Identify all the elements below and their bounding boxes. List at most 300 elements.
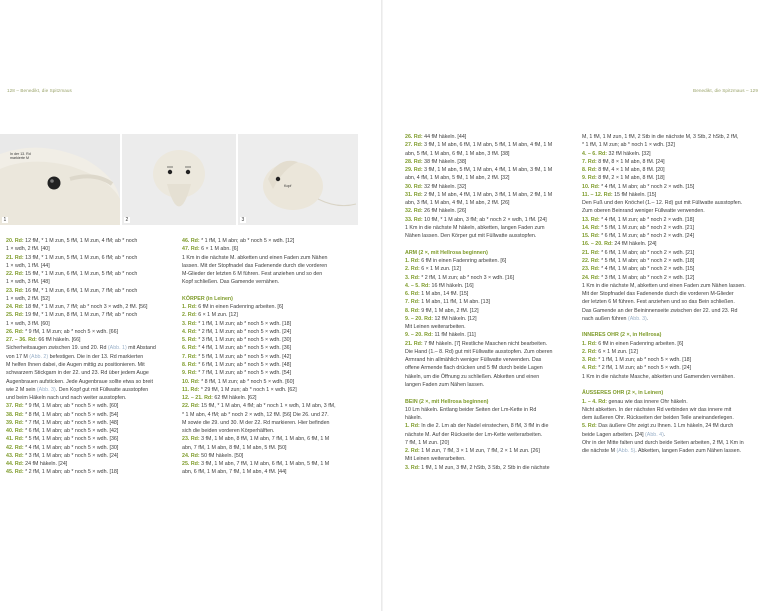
text-line [582,307,746,315]
line-text: * 9 fM, 1 M zun; ab * noch 5 × wdh. [66] [23,328,119,335]
text-line [182,344,336,352]
text-line [182,435,336,443]
text-line [6,411,156,419]
line-text: M helfen Ihnen dabei, die Augen mittig zu positionieren. Mit [6,361,145,368]
text-line [182,411,336,419]
round-label: 21. Rd: [6,254,24,261]
line-text: 1 × wdh, 1 fM. [44] [6,262,50,269]
text-line [582,133,746,141]
line-text: Das Gamende an der Beininnenseite zwischen der 22. und 23. Rd [582,307,738,314]
text-line [405,174,553,182]
round-label: 4. Rd: [582,365,597,372]
round-label: 24. Rd: [182,452,200,459]
line-text: . Den Kopf gut mit Füllwatte ausstopfen [55,386,149,393]
line-text: Armrand hin allmählich weniger Füllwatte verwenden. Das [405,357,542,364]
line-text: nächste M. Auf der Rückseite der Lm-Kette weiterarbeiten. [405,431,543,438]
text-line [182,254,336,262]
figure-reference: (Abb. 2) [29,353,49,360]
round-label: 22. Rd: [582,257,600,264]
round-label: 16. – 20. Rd: [582,241,613,248]
line-text: * 4 fM, 1 M zun; ab * noch 5 × wdh. [36] [196,345,292,352]
text-line [182,295,336,303]
section-note: (2 ×, mit Hellrosa beginnen) [417,249,488,256]
page-header-left: 128 – Benedikt, die Spitzmaus [7,88,72,93]
line-text: 15 fM häkeln. [15] [612,191,657,198]
line-text: 16 fM häkeln. [16] [430,282,474,289]
line-text: 12 fM häkeln. [12] [432,315,477,322]
round-label: 25. Rd: [6,312,24,319]
text-line [6,386,156,394]
text-line [405,422,553,430]
line-text: Ohr in der Mitte falten und durch beide Seiten arbeiten, 2 fM, 1 Km in [582,439,744,446]
line-text: offene Armende flach drücken und 5 fM durch beide Lagen [405,365,543,372]
page-header-right: Benedikt, die Spitzmaus – 129 [693,88,758,93]
line-text: * 6 fM, 1 M zun; ab * noch 5 × wdh. [48] [196,361,292,368]
line-text: * 5 fM, 1 M abn; ab * noch 5 × wdh. [36] [23,436,119,443]
round-label: 15. Rd: [582,233,600,240]
line-text: 24 fM häkeln. [24] [612,241,657,248]
text-line [582,323,746,331]
line-text: 1 Km in die nächste Masche, abketten und Gamenden vernähen. [582,373,735,380]
text-line [405,348,553,356]
round-label: 40. Rd: [6,428,24,435]
section-note: (2 ×, mit Hellrosa beginnen) [417,398,489,405]
text-line [6,278,156,286]
line-text: * 7 fM, 1 M zun; ab * noch 5 × wdh. [54] [196,370,292,377]
line-text: 26 fM häkeln. [26] [422,208,467,215]
round-label: 1. Rd: [405,257,420,264]
text-line [6,378,156,386]
line-text: M-Glieder der letzten 6 M führen. Fest anziehen und so den [182,271,323,278]
line-text: häkeln, um die Öffnung zu schließen. Abketten und einen [405,373,540,380]
crochet-head-closeup-image [0,134,120,225]
line-text: 2 fM, 1 M abn, 4 fM, 1 M abn, 3 fM, 1 M abn, 2 fM, 1 M [422,191,553,198]
line-text: 1 M abn, 14 fM. [15] [419,291,469,298]
line-text: * 4 fM, 1 M zun; ab * noch 2 × wdh. [18] [599,216,695,223]
text-line [582,439,746,447]
line-text: abn, 4 fM, 1 M abn, 5 fM, 1 M abn, 2 fM. [32] [405,175,510,182]
round-label: 10. Rd: [582,183,600,190]
section-note: (in Leinen) [204,295,233,302]
round-label: 21. Rd: [405,340,423,347]
line-text: 1 M zun, 7 fM, 3 × 1 M zun, 7 fM, 2 × 1 M zun. [26] [419,448,540,455]
round-label: 30. Rd: [405,183,423,190]
line-text: 7 fM, 1 M zun. [20] [405,439,449,446]
line-text: Den Fuß und den Knöchel (1.– 12. Rd) gut mit Füllwatte ausstopfen. [582,200,743,207]
line-text: 3 fM, 1 M abn, 6 fM, 1 M abn, 5 fM, 1 M abn, 4 fM, 1 M [422,142,553,149]
text-line [6,419,156,427]
line-text: 6 fM in einen Fadenring arbeiten. [6] [596,340,684,347]
round-label: 28. Rd: [405,158,423,165]
text-line [582,364,746,372]
text-line [182,245,336,253]
line-text: 62 fM häkeln. [62] [212,395,257,402]
text-column-4 [582,133,746,455]
round-label: 26. Rd: [405,134,423,140]
section-heading: BEIN [405,398,418,405]
text-line [582,183,746,191]
text-line [182,378,336,386]
text-line [405,373,553,381]
line-text: 6 × 1 M zun. [12] [196,312,238,319]
text-column-1 [6,237,156,477]
text-line [405,340,553,348]
line-text: * 7 fM, 1 M abn; ab * noch 5 × wdh. [48] [23,419,119,426]
text-line [582,207,746,215]
text-line [405,133,553,141]
text-line [405,199,553,207]
text-line [582,240,746,248]
text-line [405,315,553,323]
text-line [582,356,746,364]
text-line [405,191,553,199]
photo-1-label: In der 13. Rd markierte M [10,152,31,161]
crochet-head-front-image [122,134,236,225]
line-text: 1 × wdh, 2 fM. [40] [6,246,50,253]
text-line [405,356,553,364]
round-label: 2. Rd: [182,312,197,319]
line-text: die nächste M [582,448,617,455]
line-text: 11 fM häkeln. [11] [432,332,476,339]
text-line [582,282,746,290]
line-text: 3 fM, 1 M abn, 7 fM, 1 M abn, 6 fM, 1 M abn, 5 fM, 1 M [199,461,330,468]
text-line [405,240,553,248]
text-line [6,344,156,352]
line-text: wie 2 M sein [6,386,37,393]
round-label: 37. Rd: [6,403,24,410]
text-line [405,398,553,406]
text-line [182,287,336,295]
line-text: 32 fM häkeln. [32] [422,183,467,190]
text-line [582,249,746,257]
round-label: 6. Rd: [182,345,197,352]
text-line [6,427,156,435]
line-text: von 17 M [6,353,30,360]
round-label: 24. Rd: [582,274,600,281]
text-column-2 [182,237,336,477]
text-line [6,460,156,468]
section-heading: ARM [405,249,418,256]
round-label: 8. Rd: [405,307,420,314]
line-text: Mit der Stopfnadel das Fadenende durch die vorderen M-Glieder [582,291,734,298]
line-text: mit Abstand [126,345,156,352]
text-line [405,257,553,265]
text-line [582,150,746,158]
line-text: 13 fM, * 1 M zun, 5 fM, 1 M zun, 6 fM; ab * noch [23,254,138,261]
line-text: und beim Häkeln nach und nach weiter ausstopfen. [6,395,127,402]
photo-2-number: 2 [125,217,129,223]
line-text: 1 Km in die nächste M häkeln, abketten, langen Faden zum [405,224,545,231]
text-line [582,216,746,224]
text-line [582,274,746,282]
photo-3-number: 3 [241,217,245,223]
right-page [382,0,764,611]
text-line [405,141,553,149]
line-text: Die Hand (1.– 8. Rd) gut mit Füllwatte ausstopfen. Zum oberen [405,348,553,355]
text-line [6,328,156,336]
photo-strip [0,134,376,225]
line-text: 16 fM, * 1 M zun, 6 fM, 1 M zun, 7 fM; ab * noch [23,287,138,294]
round-label: 6. Rd: [405,291,420,298]
line-text: 1 × wdh, 2 fM. [52] [6,295,50,302]
round-label: 29. Rd: [405,167,423,174]
text-line [405,150,553,158]
line-text: der letzten 6 M führen. Fest anziehen und so das Bein schließen. [582,299,735,306]
line-text: * 5 fM, 1 M abn; ab * noch 2 × wdh. [18] [599,257,695,264]
line-text: 15 fM, * 1 M abn, 4 fM; ab * noch 1 × wdh, 1 M abn, 3 fM, [199,403,336,410]
text-line [405,414,553,422]
text-line [6,311,156,319]
text-line [6,444,156,452]
round-label: 5. Rd: [182,337,197,344]
photo-3 [238,134,358,225]
line-text: nach außen führen [582,315,628,322]
text-line [182,369,336,377]
line-text: 66 fM häkeln. [66] [36,337,81,344]
text-line [405,265,553,273]
round-label: 24. Rd: [6,304,24,311]
line-text: lassen. Mit der Stopfnadel das Fadenende durch die vorderen [182,262,328,269]
text-line [6,303,156,311]
text-line [582,447,746,455]
photo-1-number: 1 [3,217,7,223]
line-text: . [663,431,666,438]
text-line [182,460,336,468]
round-label: 1. Rd: [182,304,197,311]
line-text: * 6 fM, 1 M zun; ab * noch 2 × wdh. [24] [599,233,695,240]
round-label: 20. Rd: [6,238,24,244]
line-text: * 2 fM, 1 M abn; ab * noch 5 × wdh. [18] [23,469,119,476]
text-line [6,394,156,402]
text-line [405,207,553,215]
section-heading: KÖRPER [182,295,205,302]
line-text: 15 fM, * 1 M zun, 6 fM, 1 M zun, 5 fM; ab * noch [23,271,138,278]
text-line [182,361,336,369]
line-text: 24 fM häkeln. [24] [23,461,68,468]
text-line [6,295,156,303]
text-line [182,278,336,286]
crochet-head-side-image [238,134,358,225]
line-text: M sowie die 29. und 30. M der 22. Rd markieren. Hier befinden [182,419,330,426]
round-label: 11. Rd: [182,386,200,393]
line-text: 38 fM häkeln. [38] [422,158,467,165]
text-line [582,422,746,430]
line-text: . Abketten, langen Faden zum Nähen lassen. [635,448,742,455]
line-text: 1 Km in die nächste M. abketten und einen Faden zum Nähen [182,254,328,261]
line-text: * 3 fM, 1 M abn; ab * noch 2 × wdh. [12] [599,274,695,281]
round-label: 14. Rd: [582,224,600,231]
round-label: 32. Rd: [405,208,423,215]
photo-2 [122,134,236,225]
round-label: 1. – 4. Rd: [582,398,608,405]
text-line [182,444,336,452]
line-text: abn, 5 fM, 1 M abn, 6 fM, 1 M abn, 3 fM. [38] [405,150,510,157]
line-text: 6 × 1 M zun. [12] [596,348,638,355]
line-text: dem äußeren Ohr. Rückseiten der beiden Teile aneinanderlegen. [582,415,734,422]
line-text: * 1 M abn, 4 fM; ab * noch 2 × wdh, 12 fM. [56] Die 26. und 27. [182,411,329,418]
line-text: 6 fM in einen Fadenring arbeiten. [6] [419,257,507,264]
line-text: Kopf schließen. Das Gamende vernähen. [182,279,280,286]
round-label: 25. Rd: [182,461,200,468]
line-text: 10 Lm häkeln. Entlang beider Seiten der Lm-Kette in Rd [405,406,537,413]
line-text: 44 fM häkeln. [44] [422,134,467,140]
text-line [182,320,336,328]
round-label: 3. Rd: [182,320,197,327]
round-label: 2. Rd: [405,266,420,273]
figure-reference: (Abb. 1) [107,345,127,352]
text-line [405,249,553,257]
line-text: sich die beiden vorderen Körperhälften. [182,428,275,435]
text-line [6,402,156,410]
line-text: . [646,315,649,322]
line-text: beide Lagen arbeiten. [24] [582,431,646,438]
line-text: * 1 fM, 1 M abn; ab * noch 5 × wdh. [12] [199,238,295,244]
line-text: * 2 fM, 1 M zun; ab * noch 5 × wdh. [24] [596,365,692,372]
line-text: M, 1 fM, 1 M zun, 1 fM, 2 Stb in die nächste M, 3 Stb, 2 hStb, 2 fM, [582,134,739,140]
text-line [6,320,156,328]
round-label: 42. Rd: [6,444,24,451]
line-text: * 1 fM, 1 M zun; ab * noch 1 × wdh. [32] [582,142,675,149]
line-text: * 4 fM, 1 M abn; ab * noch 5 × wdh. [30] [23,444,119,451]
text-line [405,464,553,472]
text-line [405,447,553,455]
round-label: 27. – 36. Rd: [6,337,37,344]
round-label: 38. Rd: [6,411,24,418]
line-text: 50 fM häkeln. [50] [199,452,244,459]
round-label: 8. Rd: [582,167,597,174]
figure-reference: (Abb. 3) [627,315,647,322]
section-note: (2 ×, in Hellrosa) [618,332,662,339]
round-label: 27. Rd: [405,142,423,149]
round-label: 12. – 21. Rd: [182,395,213,402]
line-text: Sicherheitsaugen zwischen 19. und 20. Rd [6,345,108,352]
line-text: abn, 3 fM, 1 M abn, 4 fM, 1 M abn, 2 fM. [26] [405,200,510,207]
text-line [582,331,746,339]
text-line [6,270,156,278]
round-label: 23. Rd: [582,266,600,273]
round-label: 45. Rd: [6,469,24,476]
text-line [582,265,746,273]
text-line [6,254,156,262]
line-text: * 5 fM, 1 M zun; ab * noch 2 × wdh. [21] [599,224,695,231]
line-text: * 6 fM, 1 M abn; ab * noch 5 × wdh. [42] [23,428,119,435]
round-label: 11. – 12. Rd: [582,191,613,198]
text-line [182,394,336,402]
text-line [405,381,553,389]
text-line [582,224,746,232]
line-text: In die 2. Lm ab der Nadel einstechen, 8 fM, 3 fM in die [419,423,549,430]
line-text: * 1 fM, 1 M zun; ab * noch 5 × wdh. [18] [596,357,692,364]
text-line [405,323,553,331]
line-text: 12 fM, * 1 M zun, 5 fM, 1 M zun, 4 fM; ab * noch [23,238,138,244]
round-label: 2. Rd: [582,348,597,355]
text-line [182,262,336,270]
line-text: Mit Leinen weiterarbeiten. [405,324,466,331]
line-text: 19 fM, * 1 M zun, 8 fM, 1 M zun, 7 fM; ab * noch [23,312,138,319]
line-text: 1 × wdh, 3 fM. [60] [6,320,50,327]
text-line [6,237,156,245]
photo-1 [0,134,120,225]
line-text: 18 fM, * 1 M zun, 7 fM; ab * noch 3 × wdh, 2 fM. [56] [23,304,148,311]
line-text: schwarzem Stickgarn in der 22. und 23. Rd über jedem Auge [6,370,149,377]
line-text: * 6 fM, 1 M abn; ab * noch 2 × wdh. [21] [599,249,695,256]
line-text: Zum oberen Beinrand weniger Füllwatte verwenden. [582,208,705,215]
line-text: * 3 fM, 1 M abn; ab * noch 5 × wdh. [24] [23,452,119,459]
text-line [582,232,746,240]
round-label: 4. – 5. Rd: [405,282,431,289]
round-label: 43. Rd: [6,452,24,459]
text-line [6,452,156,460]
round-label: 1. Rd: [582,340,597,347]
text-line [582,406,746,414]
round-label: 9. Rd: [582,175,597,182]
section-note: (2 ×, in Leinen) [624,390,664,397]
text-line [405,431,553,439]
text-line [405,274,553,282]
text-line [582,389,746,397]
round-label: 10. Rd: [182,378,200,385]
text-line [182,237,336,245]
round-label: 13. Rd: [582,216,600,223]
text-line [182,419,336,427]
round-label: 9. Rd: [182,370,197,377]
text-line [182,427,336,435]
text-line [182,353,336,361]
line-text: abn, 6 fM, 1 M abn, 7 fM, 1 M abn, 4 fM. [44] [182,469,287,476]
round-label: 9. – 20. Rd: [405,332,433,339]
round-label: 1. Rd: [405,423,420,430]
line-text: langen Faden zum Nähen lassen. [405,381,485,388]
text-line [182,303,336,311]
text-line [6,287,156,295]
figure-reference: (Abb. 5) [616,448,636,455]
line-text: 8 fM, 8 × 1 M abn, 8 fM. [24] [596,158,665,165]
round-label: 4. – 6. Rd: [582,150,608,157]
line-text: * 3 fM, 1 M zun; ab * noch 5 × wdh. [30] [196,337,292,344]
figure-reference: (Abb. 3) [36,386,56,393]
line-text: 32 fM häkeln. [32] [607,150,651,157]
text-line [405,216,553,224]
text-line [182,270,336,278]
line-text: * 2 fM, 1 M zun; ab * noch 5 × wdh. [24] [196,328,292,335]
line-text: 6 fM in einen Fadenring arbeiten. [6] [196,304,284,311]
text-line [582,398,746,406]
line-text: genau wie das innere Ohr häkeln. [607,398,688,405]
round-label: 2. Rd: [405,448,420,455]
line-text: * 4 fM, 1 M abn; ab * noch 2 × wdh. [15] [599,266,695,273]
line-text: * 1 fM, 1 M zun; ab * noch 5 × wdh. [18] [196,320,292,327]
text-line [405,298,553,306]
line-text: Augenbrauen aufsticken. Jede Augenbraue sollte etwa so breit [6,378,153,385]
section-heading: INNERES OHR [582,332,619,339]
text-line [6,336,156,344]
round-label: 31. Rd: [405,191,423,198]
text-line [405,439,553,447]
line-text: * 8 fM, 1 M zun; ab * noch 5 × wdh. [60] [199,378,295,385]
text-line [582,373,746,381]
text-line [582,348,746,356]
text-line [405,282,553,290]
text-line [405,389,553,397]
line-text: * 5 fM, 1 M zun; ab * noch 5 × wdh. [42] [196,353,292,360]
round-label: 9. – 20. Rd: [405,315,433,322]
round-label: 22. Rd: [6,271,24,278]
round-label: 47. Rd: [182,246,200,253]
text-line [182,402,336,410]
text-line [405,455,553,463]
line-text: Mit Leinen weiterarbeiten. [405,456,466,463]
round-label: 22. Rd: [182,403,200,410]
